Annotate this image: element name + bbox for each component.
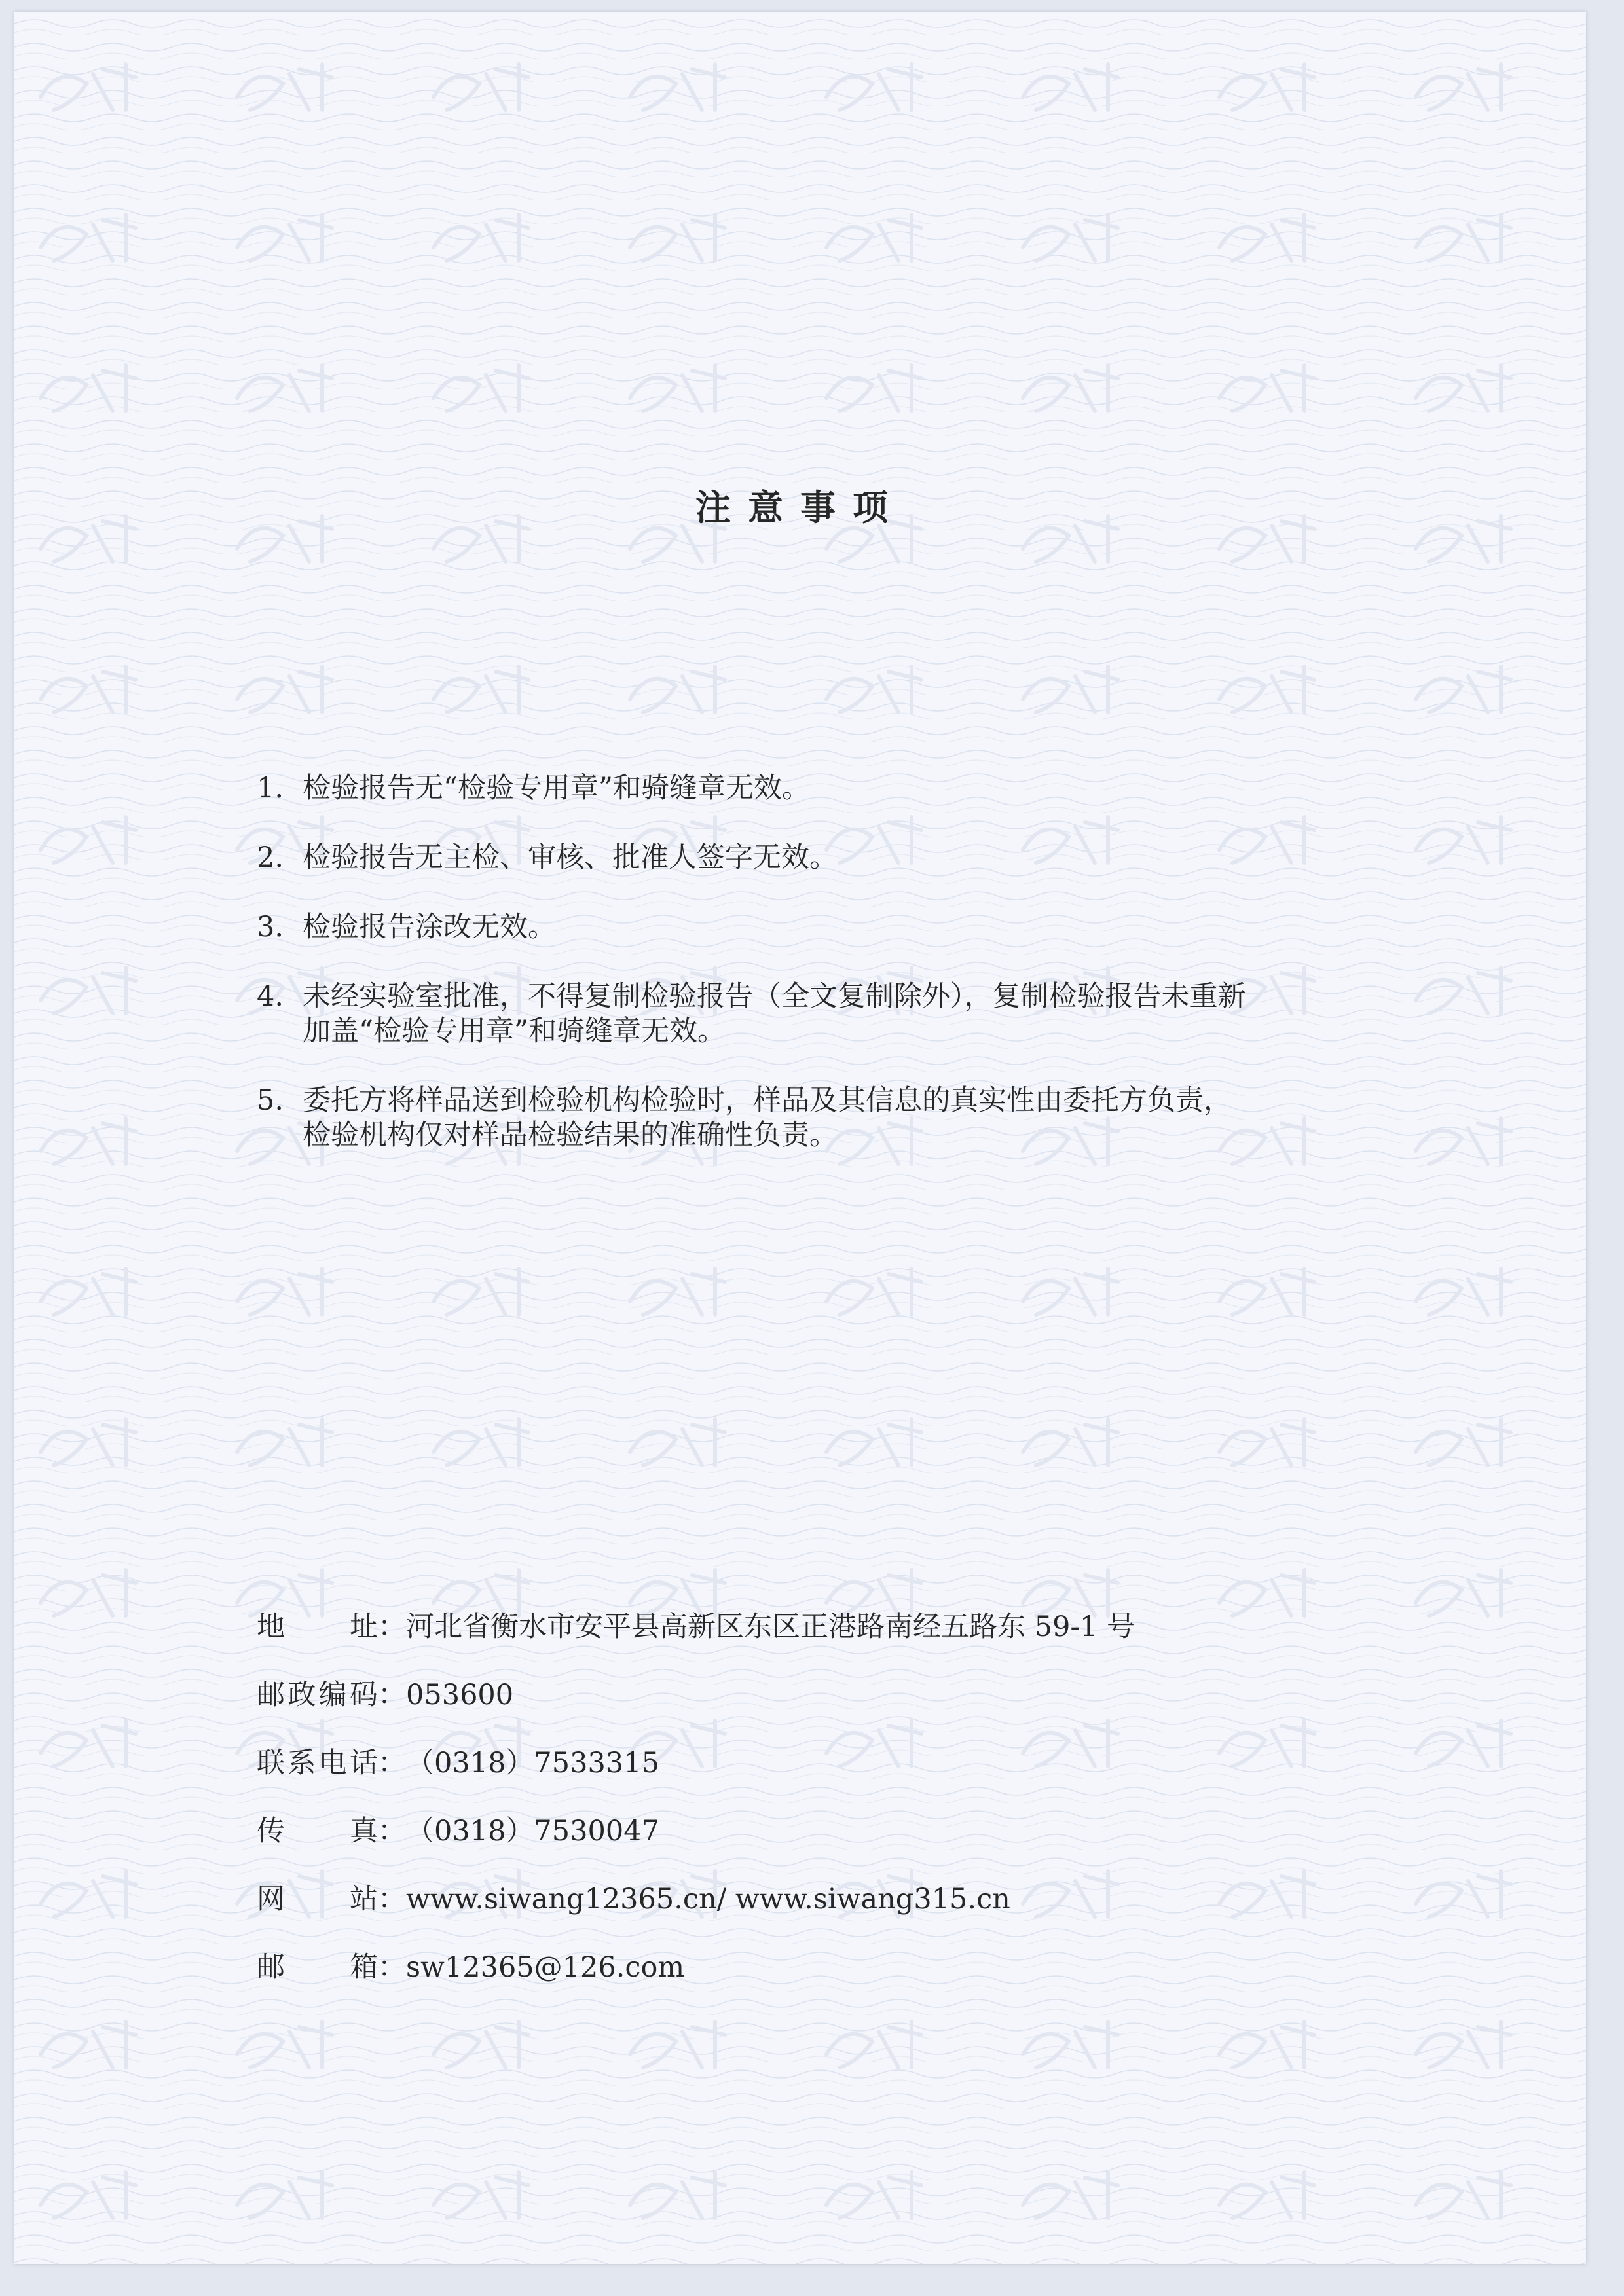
address-value: 河北省衡水市安平县高新区东区正港路南经五路东 59-1 号 [406, 1611, 1135, 1643]
label-char: 站 [350, 1883, 378, 1916]
note-text [303, 841, 1435, 875]
email-row [257, 1950, 1435, 1986]
contact-info [257, 1609, 1435, 2018]
label-separator: ： [377, 1679, 406, 1711]
note-line: 检验报告无主检、审核、批准人签字无效。 [303, 841, 838, 874]
website-value: www.siwang12365.cn/ www.siwang315.cn [406, 1883, 1010, 1916]
note-number: 2. [257, 841, 284, 874]
label-end [350, 1677, 406, 1713]
fax-value: （0318）7530047 [406, 1815, 659, 1848]
phone-value: （0318）7533315 [406, 1747, 659, 1779]
label-char: 箱 [350, 1951, 378, 1984]
label-end [350, 1745, 406, 1781]
document-page [14, 12, 1586, 2264]
label-char: 址 [350, 1611, 378, 1643]
note-text [303, 1084, 1435, 1153]
label-end [350, 1882, 406, 1918]
note-item-1 [257, 771, 1435, 806]
label-char: 系 [287, 1747, 316, 1779]
fax-row [257, 1813, 1435, 1850]
note-item-3 [257, 910, 1435, 945]
note-number: 4. [257, 980, 284, 1013]
note-text [303, 979, 1435, 1049]
label-char: 话 [349, 1747, 378, 1779]
note-item-2 [257, 841, 1435, 875]
note-number: 5. [257, 1084, 284, 1117]
notes-list [257, 771, 1435, 1188]
label-separator: ： [378, 1883, 406, 1916]
note-number: 1. [257, 772, 284, 805]
note-text [303, 771, 1435, 806]
label-char: 地 [257, 1611, 285, 1643]
note-text [303, 910, 1435, 945]
note-number: 3. [257, 911, 284, 943]
label-char: 网 [257, 1883, 285, 1916]
label-char: 传 [257, 1815, 285, 1848]
note-item-4 [257, 979, 1435, 1049]
note-line: 加盖“检验专用章”和骑缝章无效。 [303, 1015, 726, 1048]
label-char: 电 [318, 1747, 347, 1779]
label-char: 编 [318, 1679, 347, 1711]
note-line: 检验报告涂改无效。 [303, 911, 556, 943]
email-value: sw12365@126.com [406, 1951, 685, 1984]
label-char: 邮 [257, 1679, 285, 1711]
label-end [350, 1950, 406, 1986]
label-separator: ： [378, 1815, 406, 1848]
postcode-value: 053600 [406, 1679, 514, 1711]
label-char: 真 [350, 1815, 378, 1848]
label-separator: ： [377, 1747, 406, 1779]
label-char: 邮 [257, 1951, 285, 1984]
postcode-label [257, 1677, 406, 1713]
address-label [257, 1609, 406, 1645]
postcode-row [257, 1677, 1435, 1713]
fax-label [257, 1813, 406, 1850]
note-item-5 [257, 1084, 1435, 1153]
label-char: 码 [349, 1679, 378, 1711]
label-separator: ： [378, 1951, 406, 1984]
page-title: 注意事项 [695, 486, 905, 528]
address-row [257, 1609, 1435, 1645]
label-char: 政 [287, 1679, 316, 1711]
label-end [350, 1813, 406, 1850]
label-separator: ： [378, 1611, 406, 1643]
email-label [257, 1950, 406, 1986]
website-label [257, 1882, 406, 1918]
label-end [350, 1609, 406, 1645]
note-line: 检验报告无“检验专用章”和骑缝章无效。 [303, 772, 810, 805]
phone-label [257, 1745, 406, 1781]
note-line: 检验机构仅对样品检验结果的准确性负责。 [303, 1119, 838, 1152]
note-line: 未经实验室批准，不得复制检验报告（全文复制除外），复制检验报告未重新 [303, 980, 1246, 1013]
website-row [257, 1882, 1435, 1918]
note-line: 委托方将样品送到检验机构检验时，样品及其信息的真实性由委托方负责， [303, 1084, 1232, 1117]
phone-row [257, 1745, 1435, 1781]
label-char: 联 [257, 1747, 285, 1779]
